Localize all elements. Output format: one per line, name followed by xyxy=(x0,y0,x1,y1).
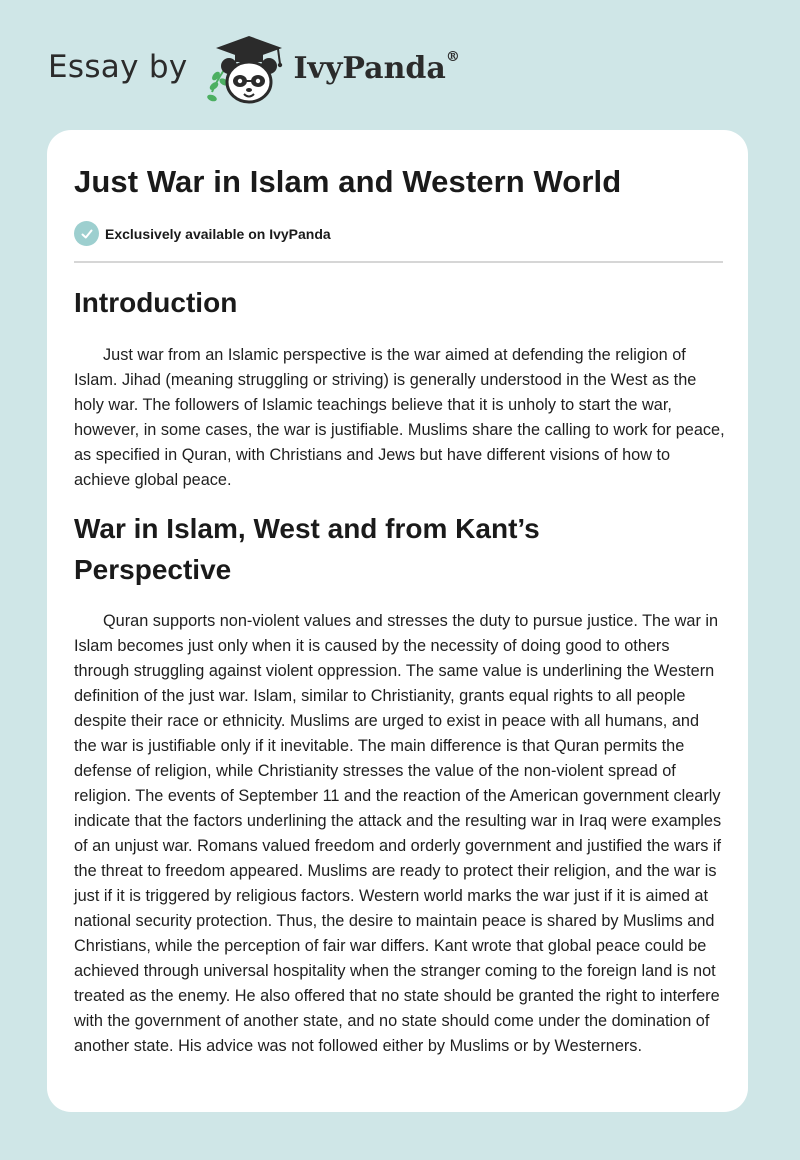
essay-title: Just War in Islam and Western World xyxy=(74,164,622,199)
paragraph-introduction: Just war from an Islamic perspective is the war aimed at defending the religion of Islam. Jihad (meaning struggling or striving) is generally understood in the West as the holy war. The followers of Islamic teachings believe that it is unholy to start the war, however, in some cases, the war is justifiable. Muslims share the calling to work for peace, as specified in Quran, with Christians and Jews but have different visions of how to achieve global peace. xyxy=(74,346,725,489)
paragraph-war-in-islam: Quran supports non-violent values and stresses the duty to pursue justice. The war in Islam becomes just only when it is caused by the necessity of doing good to others through struggling against violent oppression. The same value is underlining the Western definition of the just war. Islam, similar to Christianity, grants equal rights to all people despite their race or ethnicity. Muslims are urged to exist in peace with all humans, and the war is justifiable only if it inevitable. The main difference is that Quran permits the defense of religion, while Christianity stresses the value of the non-violent spread of religion. The events of September 11 and the reaction of the American government clearly indicate that the factors underlining the attack and the resulting war in Iraq were examples of an unjust war. Romans valued freedom and orderly government and justified the wars if the threat to freedom appeared. Muslims are ready to protect their religion, and the war is just if it is triggered by religious factors. Western world marks the war just if it is aimed at national security protection. Thus, the desire to maintain peace is shared by Muslims and Christians, while the perception of fair war differs. Kant wrote that global peace could be achieved through universal hospitality when the stranger coming to the foreign land is not treated as the enemy. He also offered that no state should be granted the right to interfere with the government of another state, and no state should come under the domination of another state. His advice was not followed either by Muslims or by Westerners. xyxy=(74,612,722,1055)
section-heading-war-in-islam: War in Islam, West and from Kant’s Perspective xyxy=(74,513,540,585)
brand-name[interactable] xyxy=(293,48,460,86)
title-divider xyxy=(74,261,723,263)
badge-text: Exclusively available on IvyPanda xyxy=(105,225,331,242)
registered-mark: ® xyxy=(445,48,460,65)
essay-card xyxy=(47,130,748,1112)
section-heading-introduction: Introduction xyxy=(74,287,238,318)
exclusive-badge xyxy=(74,221,331,246)
check-icon xyxy=(74,221,99,246)
brand-header xyxy=(48,30,460,110)
brand-name-text: IvyPanda xyxy=(293,50,446,86)
brand-prefix: Essay by xyxy=(48,49,188,85)
panda-graduation-cap-icon[interactable] xyxy=(202,30,292,110)
